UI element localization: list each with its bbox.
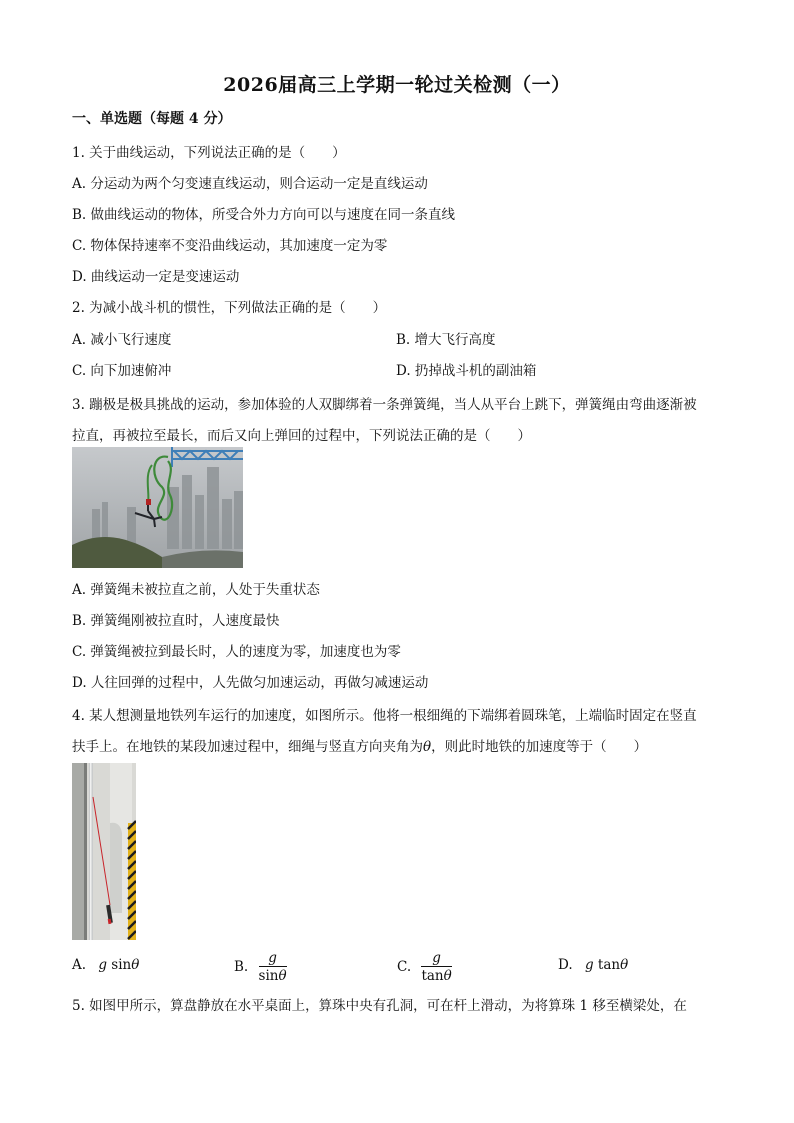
- q3-option-d[interactable]: D. 人往回弹的过程中，人先做匀加速运动，再做匀减速运动: [72, 675, 429, 691]
- q3-stem-line2: 拉直，再被拉至最长，而后又向上弹回的过程中，下列说法正确的是（ ）: [72, 428, 531, 444]
- q4-option-a[interactable]: A. g sinθ: [72, 957, 140, 973]
- q4-stem-line1: 4. 某人想测量地铁列车运行的加速度，如图所示。他将一根细绳的下端绑着圆珠笔，上端临时固定在竖直: [72, 708, 697, 724]
- q2-option-d[interactable]: D. 扔掉战斗机的副油箱: [396, 363, 537, 379]
- theta-symbol: θ: [423, 739, 432, 755]
- q1-stem: 1. 关于曲线运动，下列说法正确的是（ ）: [72, 145, 346, 161]
- q1-option-a[interactable]: A. 分运动为两个匀变速直线运动，则合运动一定是直线运动: [72, 176, 428, 192]
- q4-c-fraction: $\frac{g}{\tan\theta}$: [421, 950, 452, 984]
- q2-option-b[interactable]: B. 增大飞行高度: [396, 332, 496, 348]
- q4-a-g: g: [98, 957, 107, 973]
- q4-stem-line2a: 扶手上。在地铁的某段加速过程中，细绳与竖直方向夹角为: [72, 739, 423, 755]
- q4-a-fn: sin: [111, 957, 132, 973]
- subway-pendulum-photo: [72, 763, 136, 940]
- q1-option-b[interactable]: B. 做曲线运动的物体，所受合外力方向可以与速度在同一条直线: [72, 207, 456, 223]
- q3-stem-line1: 3. 蹦极是极具挑战的运动，参加体验的人双脚绑着一条弹簧绳，当人从平台上跳下，弹簧绳由弯曲逐渐被: [72, 397, 697, 413]
- q4-d-fn: tan: [597, 957, 621, 973]
- q5-stem: 5. 如图甲所示，算盘静放在水平桌面上，算珠中央有孔洞，可在杆上滑动，为将算珠 1 移至横梁处，在: [72, 998, 687, 1014]
- q3-option-a[interactable]: A. 弹簧绳未被拉直之前，人处于失重状态: [72, 582, 320, 598]
- q1-option-c[interactable]: C. 物体保持速率不变沿曲线运动，其加速度一定为零: [72, 238, 388, 254]
- q2-option-c[interactable]: C. 向下加速俯冲: [72, 363, 172, 379]
- q4-option-b[interactable]: B. $\frac{g}{\sin\theta}$: [234, 950, 287, 984]
- q4-option-c[interactable]: C. $\frac{g}{\tan\theta}$: [397, 950, 452, 984]
- q4-d-g: g: [584, 957, 594, 973]
- q4-option-d[interactable]: D. g tanθ: [558, 957, 629, 973]
- section-heading: 一、单选题（每题 4 分）: [72, 111, 232, 127]
- q4-stem-line2b: ，则此时地铁的加速度等于（ ）: [431, 739, 648, 755]
- exam-title: 2026届高三上学期一轮过关检测（一）: [223, 74, 571, 96]
- q1-option-d[interactable]: D. 曲线运动一定是变速运动: [72, 269, 240, 285]
- q3-option-b[interactable]: B. 弹簧绳刚被拉直时，人速度最快: [72, 613, 280, 629]
- q2-stem: 2. 为减小战斗机的惯性，下列做法正确的是（ ）: [72, 300, 387, 316]
- bungee-jump-photo: [72, 447, 243, 568]
- q4-b-fraction: $\frac{g}{\sin\theta}$: [258, 950, 287, 984]
- q4-stem: [72, 701, 722, 763]
- q3-stem: [72, 390, 722, 452]
- q3-option-c[interactable]: C. 弹簧绳被拉到最长时，人的速度为零，加速度也为零: [72, 644, 401, 660]
- q2-option-a[interactable]: A. 减小飞行速度: [72, 332, 172, 348]
